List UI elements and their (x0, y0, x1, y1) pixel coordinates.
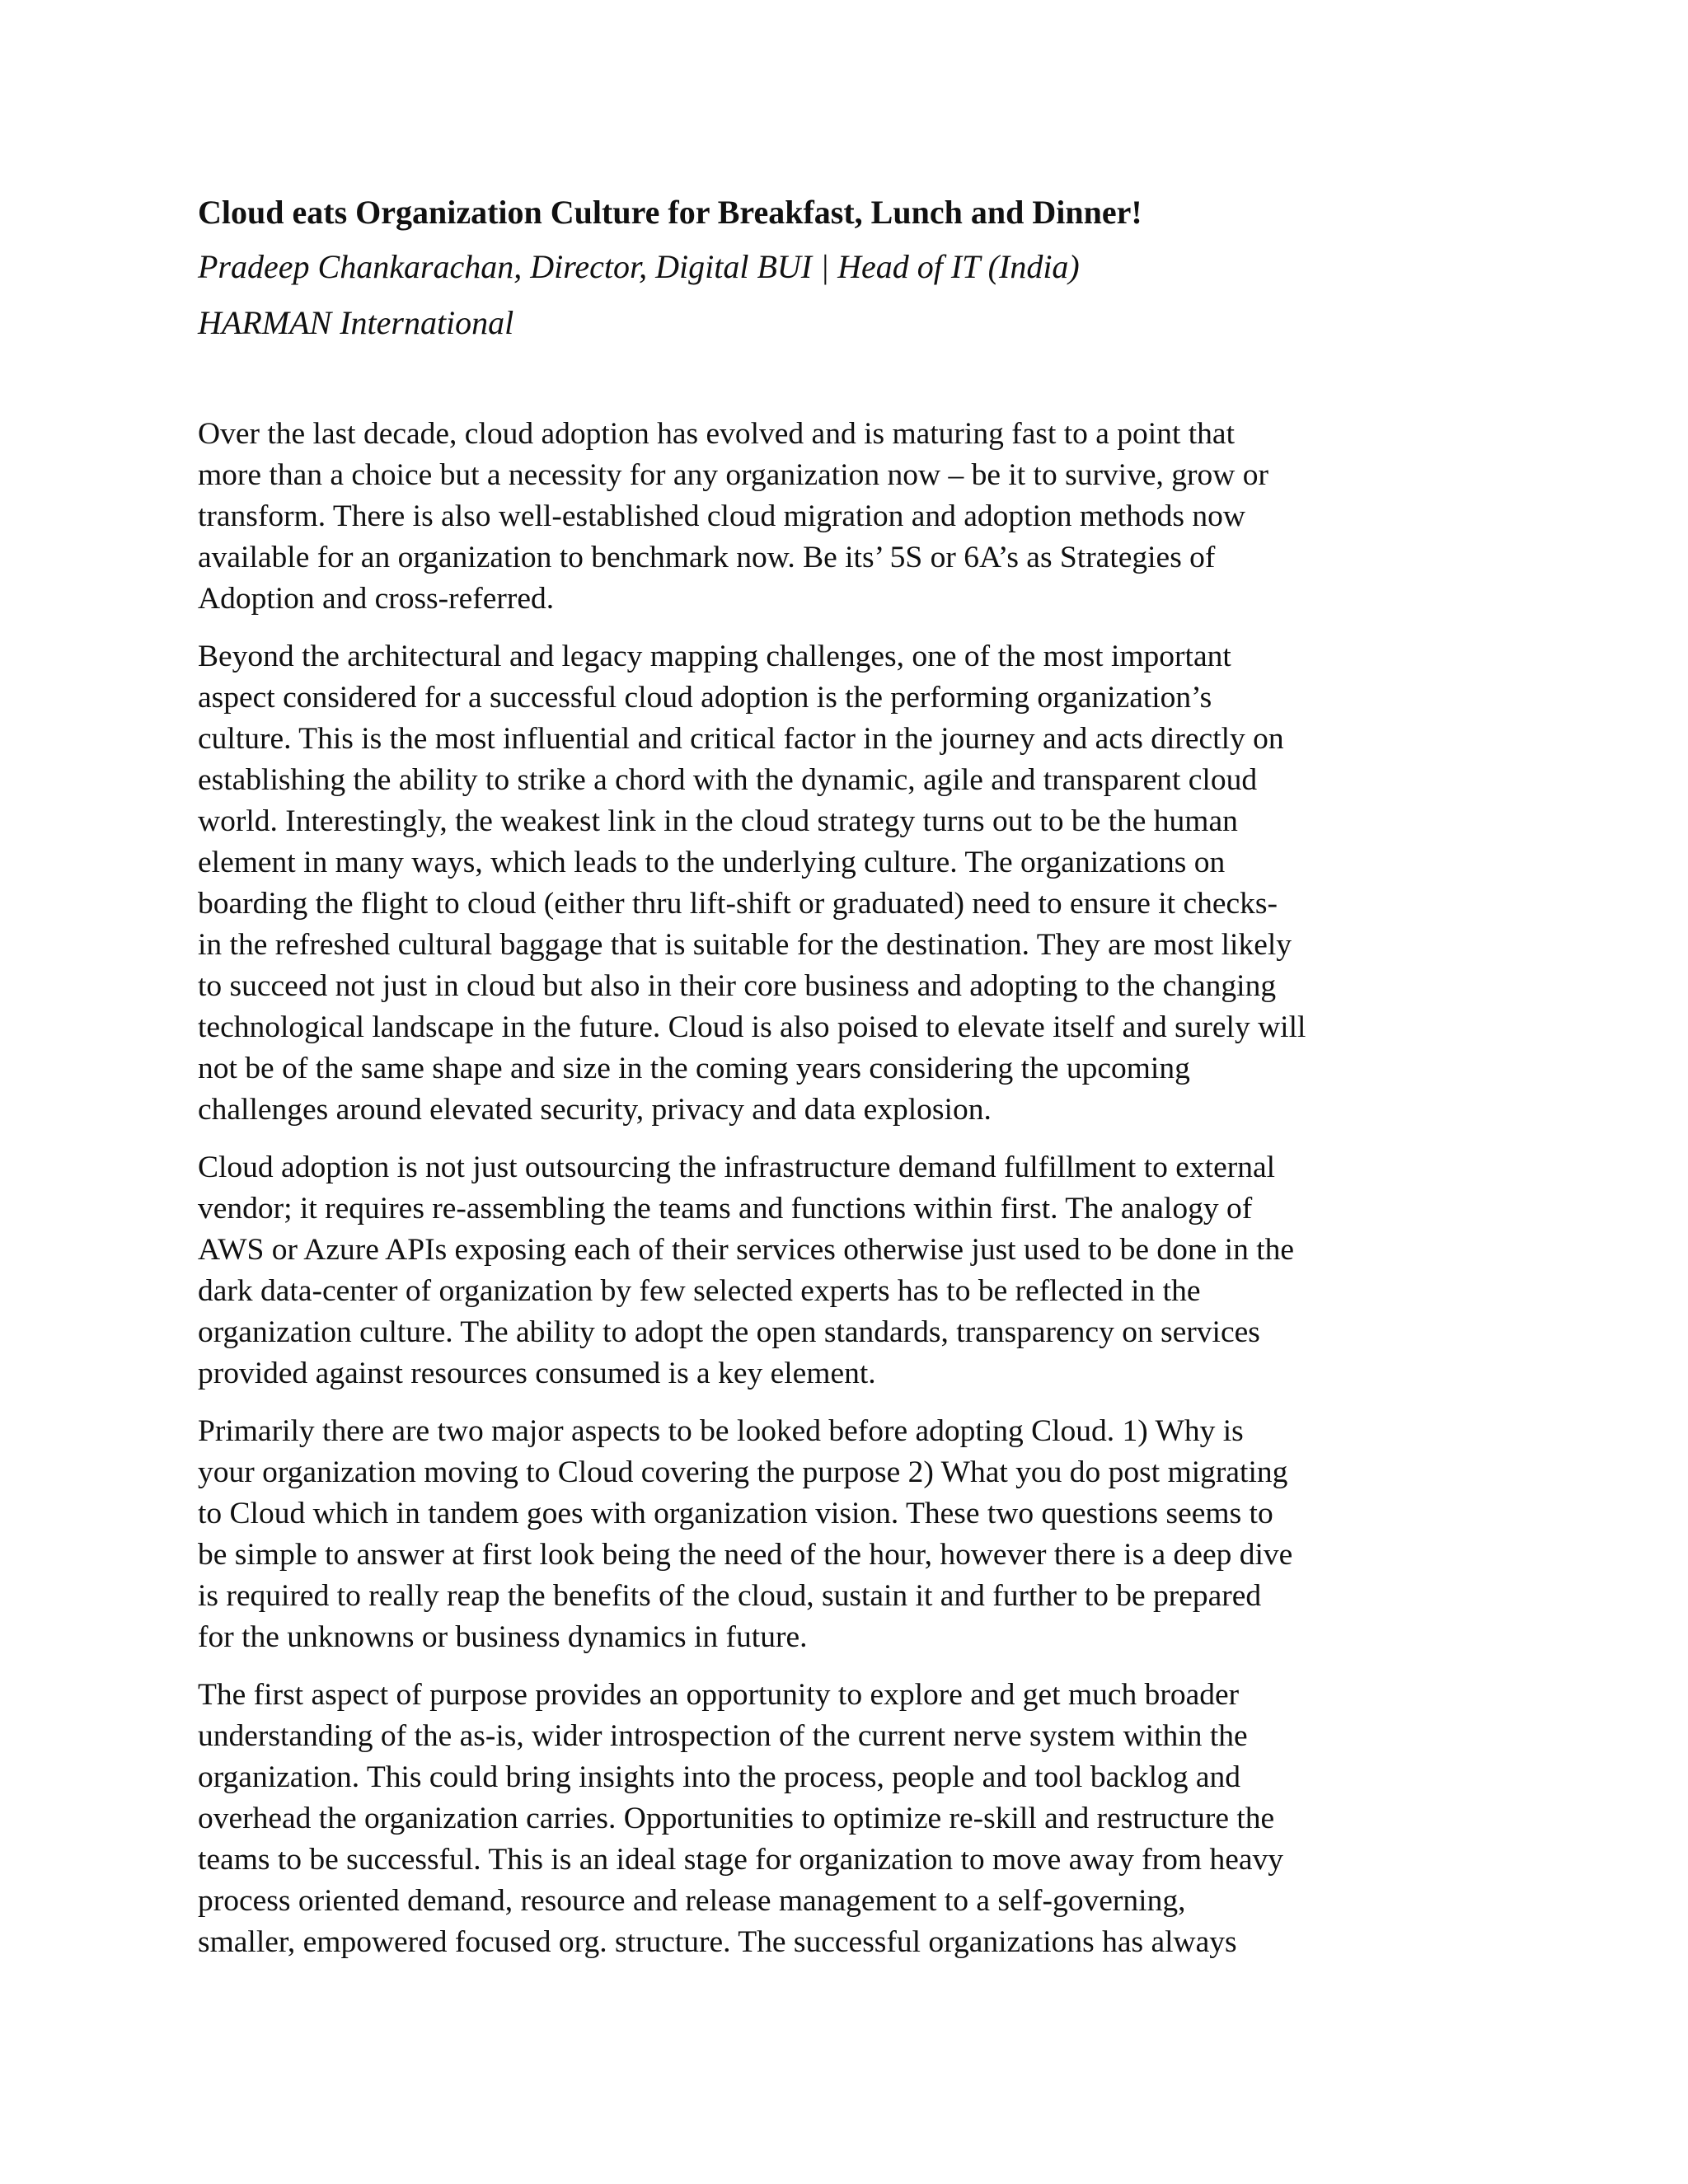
paragraph-line: dark data-center of organization by few selected experts has to be reflected in the (198, 1274, 1201, 1308)
paragraph-line: provided against resources consumed is a key element. (198, 1357, 876, 1390)
paragraph (198, 1411, 1508, 1658)
paragraph-line: Adoption and cross-referred. (198, 582, 555, 616)
organization-name: HARMAN International (198, 304, 514, 341)
paragraph-line: in the refreshed cultural baggage that is suitable for the destination. They are most likely (198, 928, 1292, 962)
paragraph-line: culture. This is the most influential and critical factor in the journey and acts directly on (198, 722, 1284, 756)
author-line: Pradeep Chankarachan, Director, Digital BUI | Head of IT (India) (198, 248, 1080, 285)
article-title: Cloud eats Organization Culture for Breakfast, Lunch and Dinner! (198, 194, 1142, 231)
paragraph-line: challenges around elevated security, privacy and data explosion. (198, 1093, 992, 1127)
paragraph-line: The first aspect of purpose provides an opportunity to explore and get much broader (198, 1678, 1240, 1712)
paragraph-line: to succeed not just in cloud but also in their core business and adopting to the changing (198, 969, 1277, 1003)
paragraph (198, 414, 1508, 620)
paragraph-line: establishing the ability to strike a chord with the dynamic, agile and transparent cloud (198, 763, 1258, 797)
article-paragraphs (198, 414, 1508, 1963)
paragraph-line: process oriented demand, resource and release management to a self-governing, (198, 1884, 1186, 1918)
paragraph-line: aspect considered for a successful cloud adoption is the performing organization’s (198, 681, 1212, 715)
paragraph-line: Beyond the architectural and legacy mapping challenges, one of the most important (198, 640, 1231, 673)
paragraph-line: is required to really reap the benefits of the cloud, sustain it and further to be prepared (198, 1579, 1262, 1613)
paragraph-line: AWS or Azure APIs exposing each of their services otherwise just used to be done in the (198, 1233, 1295, 1267)
paragraph-line: organization culture. The ability to adopt the open standards, transparency on services (198, 1315, 1260, 1349)
paragraph (198, 1675, 1508, 1963)
paragraph-line: for the unknowns or business dynamics in future. (198, 1620, 808, 1654)
paragraph-line: world. Interestingly, the weakest link in the cloud strategy turns out to be the human (198, 804, 1238, 838)
paragraph-line: organization. This could bring insights into the process, people and tool backlog and (198, 1760, 1241, 1794)
paragraph-line: Cloud adoption is not just outsourcing the infrastructure demand fulfillment to external (198, 1151, 1276, 1184)
paragraph-line: available for an organization to benchmark now. Be its’ 5S or 6A’s as Strategies of (198, 541, 1216, 574)
paragraph-line: to Cloud which in tandem goes with organization vision. These two questions seems to (198, 1497, 1273, 1530)
paragraph-line: boarding the flight to cloud (either thru lift-shift or graduated) need to ensure it checks- (198, 887, 1278, 921)
paragraph (198, 636, 1508, 1131)
paragraph-line: overhead the organization carries. Opportunities to optimize re-skill and restructure the (198, 1802, 1275, 1835)
paragraph-line: element in many ways, which leads to the underlying culture. The organizations on (198, 846, 1226, 879)
paragraph-line: your organization moving to Cloud covering the purpose 2) What you do post migrating (198, 1455, 1288, 1489)
paragraph-line: understanding of the as-is, wider introspection of the current nerve system within the (198, 1719, 1248, 1753)
paragraph-line: more than a choice but a necessity for any organization now – be it to survive, grow or (198, 458, 1268, 492)
paragraph (198, 1147, 1508, 1394)
paragraph-line: Over the last decade, cloud adoption has evolved and is maturing fast to a point that (198, 417, 1235, 451)
paragraph-line: not be of the same shape and size in the coming years considering the upcoming (198, 1052, 1190, 1085)
paragraph-line: teams to be successful. This is an ideal stage for organization to move away from heavy (198, 1843, 1283, 1877)
paragraph-line: smaller, empowered focused org. structure. The successful organizations has always (198, 1925, 1237, 1959)
paragraph-line: technological landscape in the future. Cloud is also poised to elevate itself and surely will (198, 1010, 1306, 1044)
paragraph-line: vendor; it requires re-assembling the teams and functions within first. The analogy of (198, 1192, 1253, 1226)
paragraph-line: transform. There is also well-established cloud migration and adoption methods now (198, 499, 1245, 533)
paragraph-line: be simple to answer at first look being the need of the hour, however there is a deep dive (198, 1538, 1293, 1572)
document-body (198, 191, 1508, 1980)
paragraph-line: Primarily there are two major aspects to be looked before adopting Cloud. 1) Why is (198, 1414, 1244, 1448)
